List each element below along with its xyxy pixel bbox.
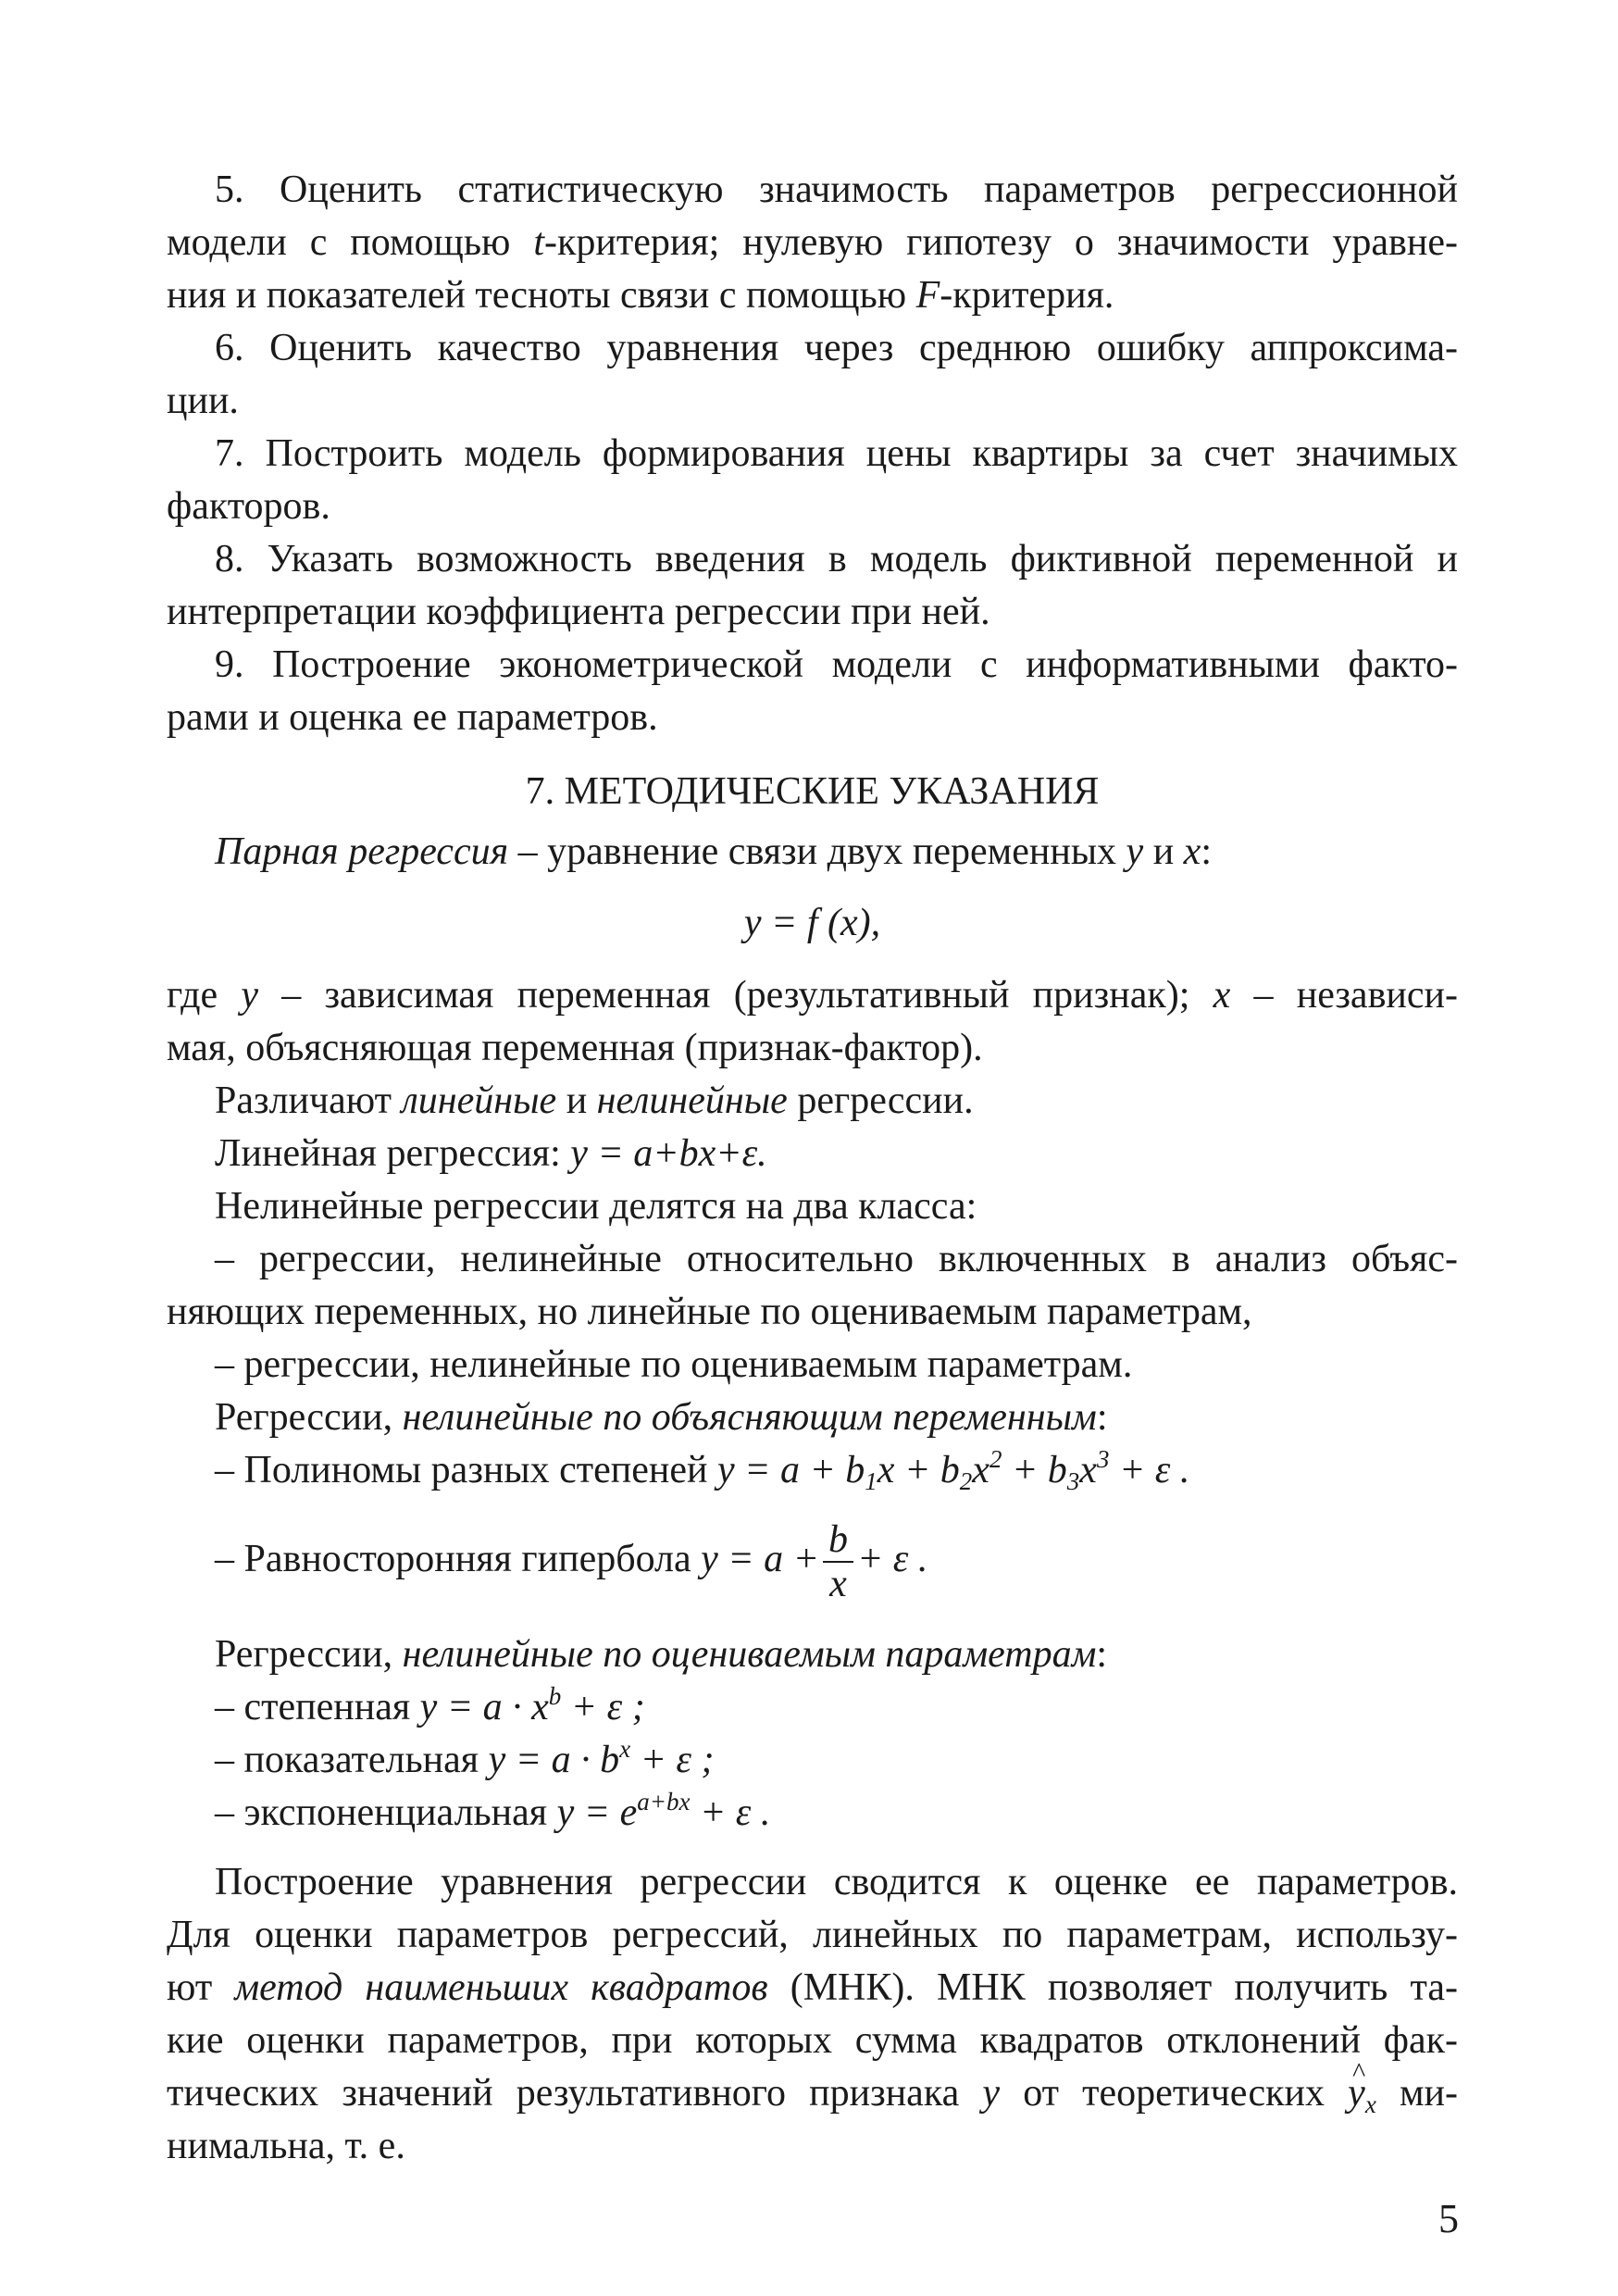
- class-2-line: – регрессии, нелинейные по оцениваемым параметрам.: [215, 1343, 1133, 1386]
- item-8-line-1: 8. Указать возможность введения в модель фиктивной переменной и: [215, 538, 1458, 580]
- reg-parameters-heading: Регрессии, нелинейные по оцениваемым параметрам:: [215, 1633, 1108, 1676]
- pair-regression-definition: Парная регрессия – уравнение связи двух переменных y и x:: [215, 830, 1212, 873]
- where-line-2: мая, объясняющая переменная (признак-фактор).: [167, 1027, 983, 1069]
- polynomial-line: – Полиномы разных степеней $y = a + b_1x + b_2x^2 + b_3x^3 + \varepsilon$ .: [215, 1445, 1190, 1495]
- indicative-formula: $y = a \cdot b^x + \varepsilon$ ;: [488, 1735, 715, 1781]
- power-formula: $y = a \cdot x^b + \varepsilon$ ;: [419, 1682, 645, 1728]
- reg-explanatory-heading: Регрессии, нелинейные по объясняющим переменным:: [215, 1396, 1108, 1439]
- where-line-1: где y – зависимая переменная (результативный признак); x – независи-: [167, 974, 1458, 1017]
- class-1-line-2: няющих переменных, но линейные по оцениваемым параметрам,: [167, 1291, 1252, 1333]
- distinguish-line: Различают линейные и нелинейные регрессии.: [215, 1079, 974, 1122]
- item-6-line-1: 6. Оценить качество уравнения через среднюю ошибку аппроксима-: [215, 327, 1458, 369]
- paragraph-line-4: кие оценки параметров, при которых сумма квадратов отклонений фак-: [167, 2019, 1458, 2062]
- item-7-line-2: факторов.: [167, 485, 330, 528]
- item-8-line-2: интерпретации коэффициента регрессии при ней.: [167, 591, 990, 633]
- paragraph-line-2: Для оценки параметров регрессий, линейных по параметрам, использу-: [167, 1914, 1458, 1956]
- page-number: 5: [1438, 2196, 1459, 2241]
- paragraph-line-3: ют метод наименьших квадратов (МНК). МНК позволяет получить та-: [167, 1966, 1458, 2009]
- y-hat-x: ^ $y_x$: [1348, 2068, 1376, 2118]
- hyperbola-fraction: $\frac{b}{x}$: [823, 1518, 853, 1605]
- polynomial-formula: $y = a + b_1x + b_2x^2 + b_3x^3 + \varepsilon$ .: [716, 1445, 1190, 1495]
- paragraph-line-1: Построение уравнения регрессии сводится к оценке ее параметров.: [215, 1861, 1458, 1903]
- indicative-line: – показательная $y = a \cdot b^x + \varepsilon$ ;: [215, 1735, 715, 1781]
- item-9-line-2: рами и оценка ее параметров.: [167, 696, 658, 739]
- paragraph-line-6: нимальна, т. е.: [167, 2125, 405, 2167]
- exponential-formula: $y = e^{a+bx} + \varepsilon$ .: [556, 1788, 771, 1834]
- item-5-line-2: модели с помощью t-критерия; нулевую гипотезу о значимости уравне-: [167, 221, 1458, 264]
- item-9-line-1: 9. Построение эконометрической модели с информативными факто-: [215, 643, 1458, 686]
- exponential-line: – экспоненциальная $y = e^{a+bx} + \varepsilon$ .: [215, 1788, 771, 1834]
- power-line: – степенная $y = a \cdot x^b + \varepsilon$ ;: [215, 1682, 645, 1728]
- item-5-line-1: 5. Оценить статистическую значимость параметров регрессионной: [215, 168, 1458, 211]
- formula-y-f-x: y = f (x),: [743, 902, 881, 944]
- paragraph-line-5: тических значений результативного признака y от теоретических ^ $y_x$ ми-: [167, 2068, 1458, 2118]
- classes-line: Нелинейные регрессии делятся на два класса:: [215, 1185, 977, 1228]
- hyperbola-line: – Равносторонняя гипербола y = a + $\frac{b}{x}$ + ε .: [215, 1518, 928, 1606]
- item-5-line-3: ния и показателей тесноты связи с помощью F-критерия.: [167, 274, 1114, 317]
- item-7-line-1: 7. Построить модель формирования цены квартиры за счет значимых: [215, 432, 1458, 475]
- section-title: 7. МЕТОДИЧЕСКИЕ УКАЗАНИЯ: [525, 770, 1100, 813]
- linear-regression-line: Линейная регрессия: y = a+bx+ε.: [215, 1132, 767, 1175]
- item-6-line-2: ции.: [167, 380, 239, 422]
- class-1-line-1: – регрессии, нелинейные относительно включенных в анализ объяс-: [215, 1238, 1458, 1280]
